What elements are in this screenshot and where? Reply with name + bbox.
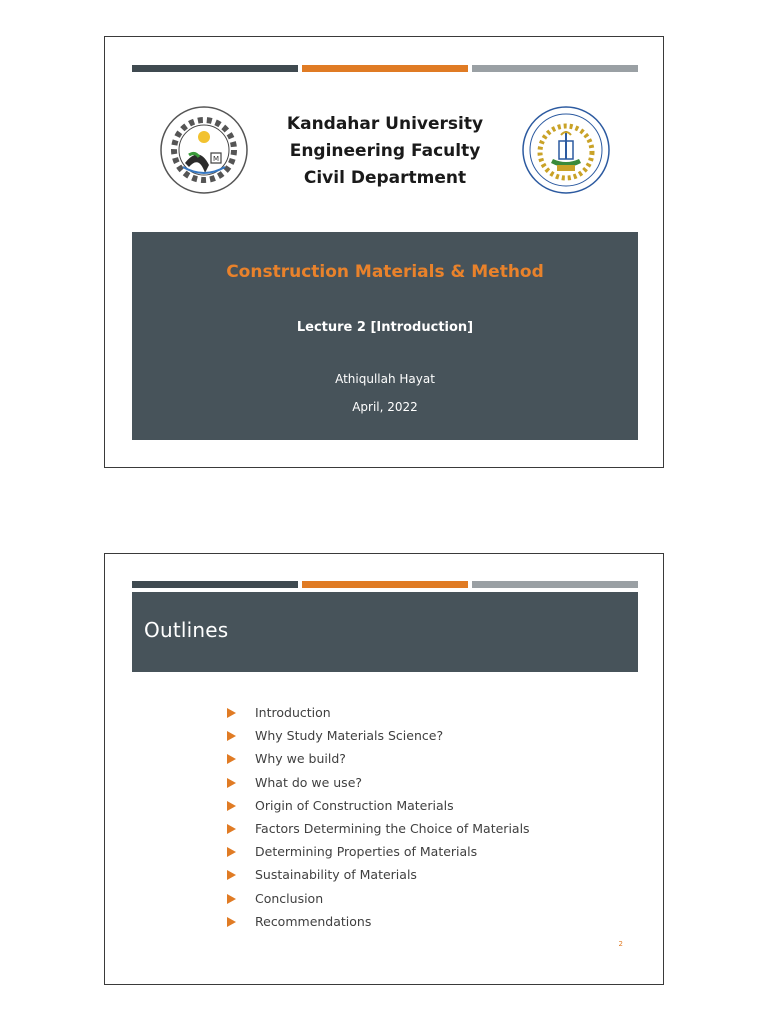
list-item-label: Introduction	[255, 705, 331, 720]
lecture-subtitle: Lecture 2 [Introduction]	[296, 320, 474, 335]
kandahar-university-seal-icon	[521, 105, 611, 195]
university-name: Kandahar University	[286, 114, 484, 134]
list-item-label: Sustainability of Materials	[255, 867, 417, 883]
list-item-label: Why we build?	[255, 751, 346, 767]
header-accent-bars	[132, 581, 638, 588]
engineering-faculty-seal-icon	[159, 105, 249, 195]
outline-heading: Outlines	[144, 618, 229, 642]
triangle-bullet-icon	[227, 847, 236, 857]
accent-bar-dark	[132, 581, 298, 588]
faculty-name: Engineering Faculty	[289, 141, 481, 161]
list-item	[227, 913, 530, 936]
triangle-bullet-icon	[227, 754, 236, 764]
list-item	[227, 774, 530, 797]
triangle-bullet-icon	[227, 708, 236, 718]
triangle-bullet-icon	[227, 894, 236, 904]
triangle-bullet-icon	[227, 824, 236, 834]
department-name: Civil Department	[303, 168, 467, 188]
header-accent-bars	[132, 65, 638, 72]
presentation-date: April, 2022	[352, 400, 418, 414]
triangle-bullet-icon	[227, 801, 236, 811]
list-item-label: Recommendations	[255, 913, 372, 929]
university-title-block	[255, 111, 515, 192]
list-item	[227, 820, 530, 843]
triangle-bullet-icon	[227, 870, 236, 880]
list-item	[227, 843, 530, 866]
accent-bar-orange	[302, 581, 468, 588]
list-item-label: Determining Properties of Materials	[255, 844, 478, 860]
outline-header-panel	[132, 592, 638, 672]
title-slide	[104, 36, 664, 468]
page-number: 2	[618, 940, 623, 948]
list-item	[227, 750, 530, 773]
list-item-label: Origin of Construction Materials	[255, 797, 454, 813]
list-item-label: What do we use?	[255, 774, 363, 790]
triangle-bullet-icon	[227, 917, 236, 927]
accent-bar-dark	[132, 65, 298, 72]
triangle-bullet-icon	[227, 778, 236, 788]
svg-text:M: M	[212, 155, 220, 163]
title-panel	[132, 232, 638, 440]
list-item	[227, 890, 530, 913]
outline-slide	[104, 553, 664, 985]
author-name: Athiqullah Hayat	[335, 372, 435, 386]
list-item	[227, 866, 530, 889]
outline-list	[227, 704, 530, 936]
list-item	[227, 727, 530, 750]
list-item-label: Why Study Materials Science?	[255, 728, 444, 744]
accent-bar-orange	[302, 65, 468, 72]
list-item-label: Conclusion	[255, 890, 324, 906]
course-title: Construction Materials & Method	[226, 262, 544, 282]
list-item-label: Factors Determining the Choice of Materials	[255, 820, 530, 836]
list-item	[227, 704, 530, 727]
accent-bar-grey	[472, 581, 638, 588]
triangle-bullet-icon	[227, 731, 236, 741]
accent-bar-grey	[472, 65, 638, 72]
list-item	[227, 797, 530, 820]
